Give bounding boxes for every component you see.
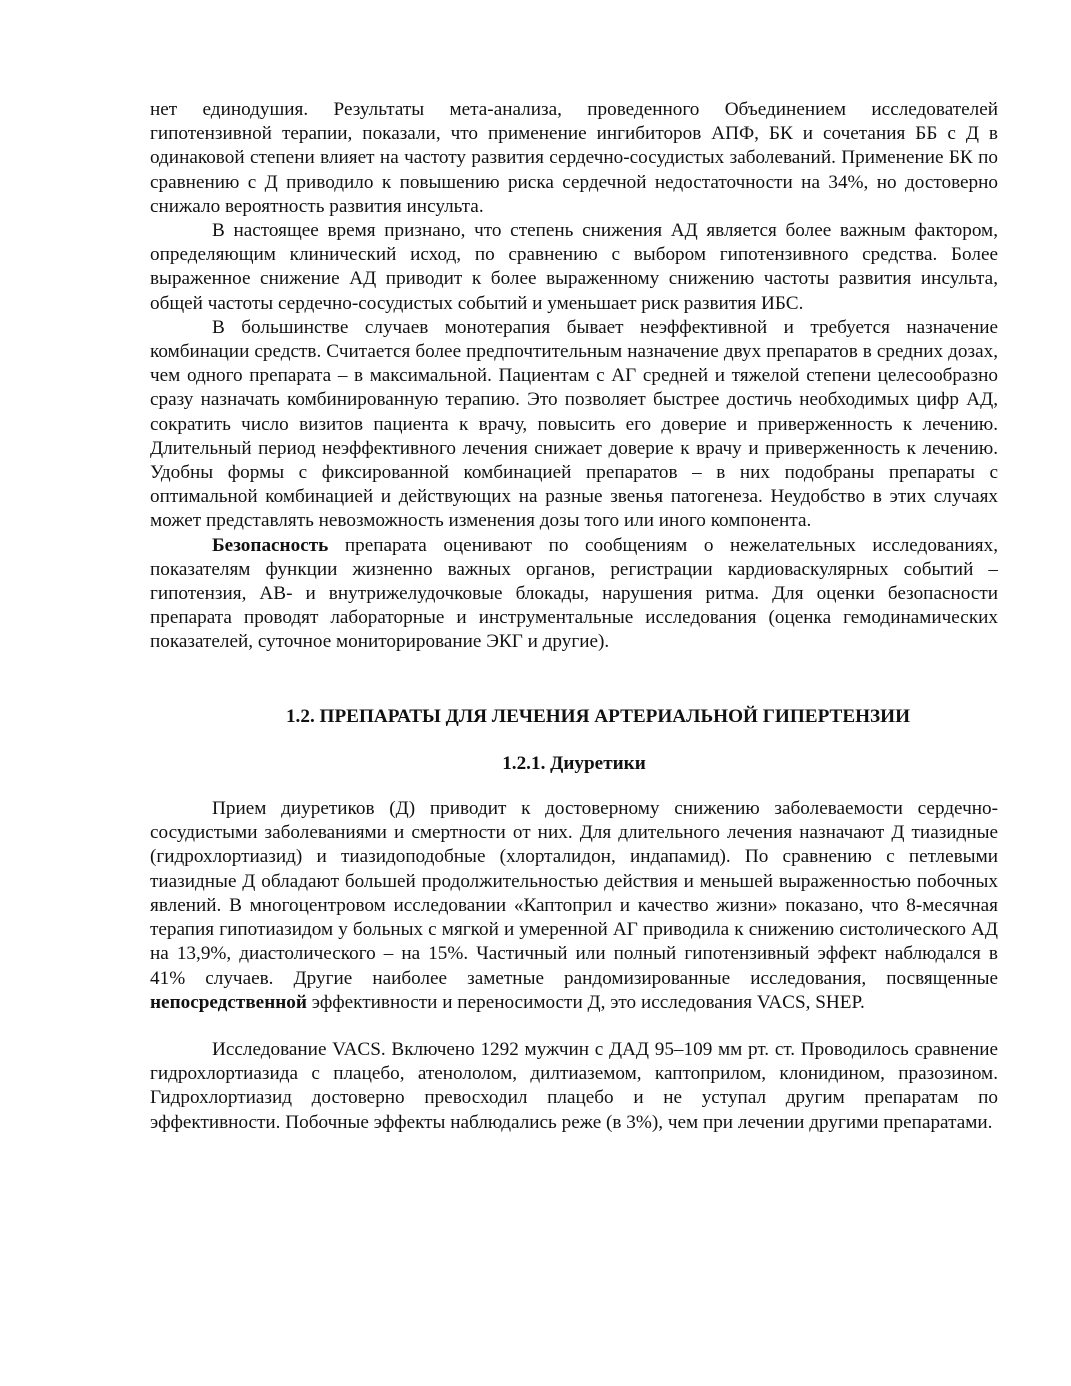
paragraph-combination-therapy: В большинстве случаев монотерапия бывает неэффективной и требуется назначение комбинации средств. Считается более предпочтительным назначение двух препаратов в средних дозах, чем одного препарата – в максимальной. Пациентам с АГ средней и тяжелой степени целесообразно сразу назначать комбинированную терапию. Это позволяет быстрее достичь необходимых цифр АД, сократить число визитов пациента к врачу, повысить его доверие и приверженность к лечению. Длительный период неэффективного лечения снижает доверие к врачу и приверженность к лечению. Удобны формы с фиксированной комбинацией препаратов – в них подобраны препараты с оптимальной комбинацией и действующих на разные звенья патогенеза. Неудобство в этих случаях может представлять невозможность изменения дозы того или иного компонента. — [150, 316, 998, 532]
paragraph-diuretics — [150, 797, 998, 1015]
diuretics-text-end: эффективности и переносимости Д, это исследования VACS, SHEP. — [306, 991, 865, 1013]
safety-text: препарата оценивают по сообщениям о нежелательных исследованиях, показателям функции жизненно важных органов, регистрации кардиоваскулярных событий – гипотензия, АВ- и внутрижелудочковые блокады, нарушения ритма. Для оценки безопасности препарата проводят лабораторные и инструментальные исследования (оценка гемодинамических показателей, суточное мониторирование ЭКГ и другие). — [150, 534, 998, 653]
paragraph-safety — [150, 534, 998, 655]
paragraph-bp-reduction: В настоящее время признано, что степень снижения АД является более важным фактором, определяющим клинический исход, по сравнению с выбором гипотензивного средства. Более выраженное снижение АД приводит к более выраженному снижению частоты развития инсульта, общей частоты сердечно-сосудистых событий и уменьшает риск развития ИБС. — [150, 220, 998, 314]
section-heading: 1.2. ПРЕПАРАТЫ ДЛЯ ЛЕЧЕНИЯ АРТЕРИАЛЬНОЙ ГИПЕРТЕНЗИИ — [285, 705, 911, 727]
document-page — [150, 98, 998, 1135]
subsection-heading: 1.2.1. Диуретики — [502, 752, 646, 774]
safety-term: Безопасность — [212, 534, 329, 556]
paragraph-vacs-study: Исследование VACS. Включено 1292 мужчин с ДАД 95–109 мм рт. ст. Проводилось сравнение гидрохлортиазида с плацебо, атенололом, дилтиаземом, каптоприлом, клонидином, празозином. Гидрохлортиазид достоверно превосходил плацебо и не уступал другим препаратам по эффективности. Побочные эффекты наблюдались реже (в 3%), чем при лечении другими препаратами. — [150, 1038, 998, 1133]
diuretics-text-start: Прием диуретиков (Д) приводит к достоверному снижению заболеваемости сердечно-сосудистыми заболеваниями и смертности от них. Для длительного лечения назначают Д тиазидные (гидрохлортиазид) и тиазидоподобные (хлорталидон, индапамид). По сравнению с петлевыми тиазидные Д обладают большей продолжительностью действия и меньшей выраженностью побочных явлений. В многоцентровом исследовании «Каптоприл и качество жизни» показано, что 8-месячная терапия гипотиазидом у больных с мягкой и умеренной АГ приводила к снижению систолического АД на 13,9%, диастолического – на 15%. Частичный или полный гипотензивный эффект наблюдался в 41% случаев. Другие наиболее заметные рандомизированные исследования, посвященные — [150, 798, 998, 989]
emphasis-direct: непосредственной — [150, 991, 307, 1013]
paragraph-meta-analysis: нет единодушия. Результаты мета-анализа, проведенного Объединением исследователей гипотензивной терапии, показали, что применение ингибиторов АПФ, БК и сочетания ББ с Д в одинаковой степени влияет на частоту развития сердечно-сосудистых заболеваний. Применение БК по сравнению с Д приводило к повышению риска сердечной недостаточности на 34%, но достоверно снижало вероятность развития инсульта. — [150, 99, 998, 217]
